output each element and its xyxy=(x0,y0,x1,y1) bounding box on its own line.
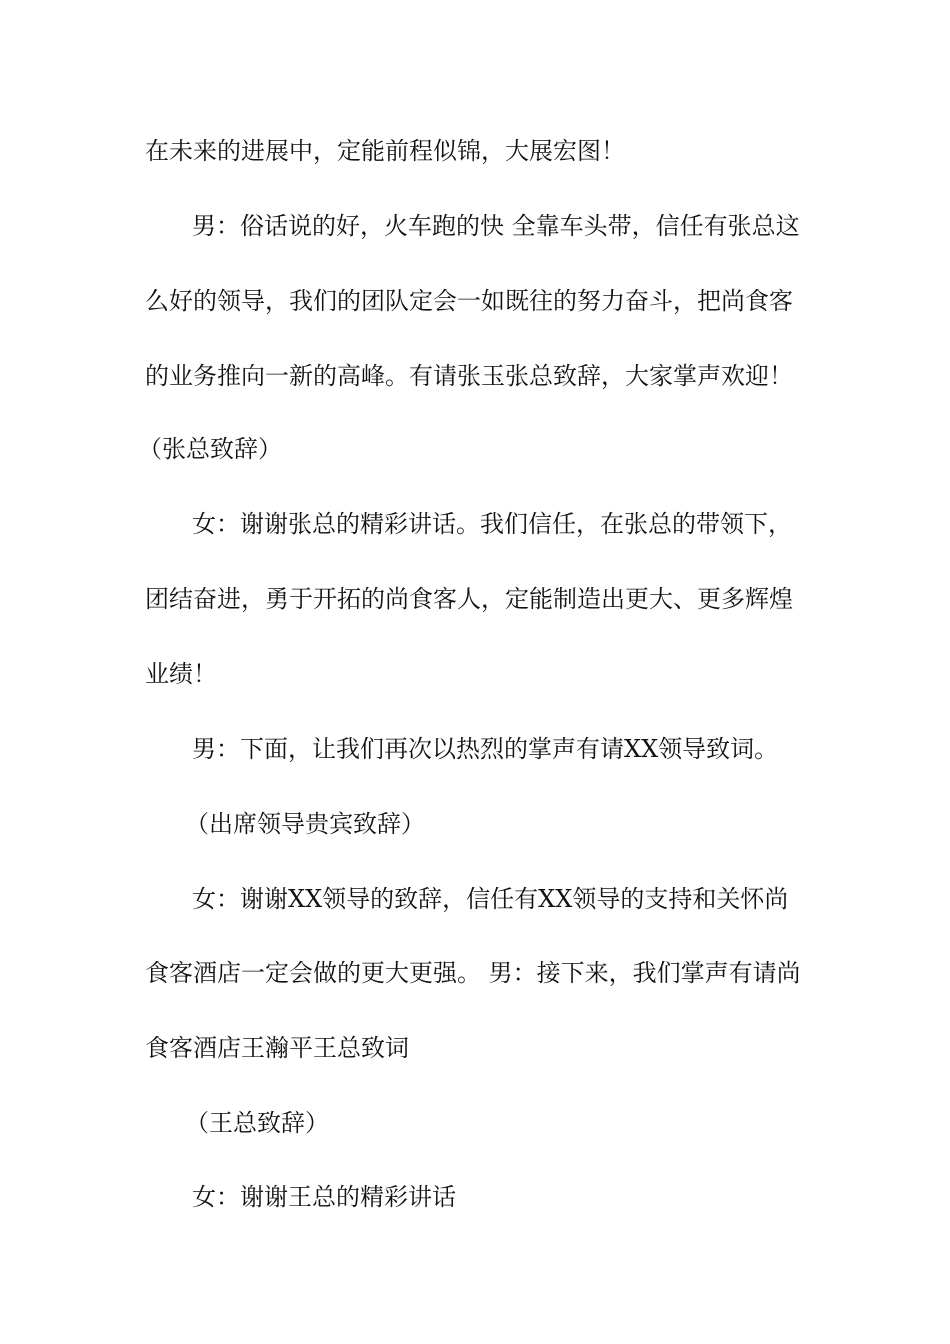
paragraph-line: 食客酒店一定会做的更大更强。 男：接下来，我们掌声有请尚 xyxy=(145,959,801,987)
paragraph-line: 么好的领导，我们的团队定会一如既往的努力奋斗，把尚食客 xyxy=(145,287,793,315)
paragraph-line: 食客酒店王瀚平王总致词 xyxy=(145,1034,409,1062)
paragraph-line: 在未来的进展中，定能前程似锦，大展宏图！ xyxy=(145,137,625,165)
paragraph-line: 女：谢谢XX领导的致辞，信任有XX领导的支持和关怀尚 xyxy=(192,885,789,913)
paragraph-line: 女：谢谢王总的精彩讲话 xyxy=(192,1183,456,1211)
paragraph-line: 男：下面，让我们再次以热烈的掌声有请XX领导致词。 xyxy=(192,735,779,763)
paragraph-line: 的业务推向一新的高峰。有请张玉张总致辞，大家掌声欢迎！ xyxy=(145,362,793,390)
stage-direction: （张总致辞） xyxy=(138,435,282,463)
paragraph-line: 男：俗话说的好，火车跑的快 全靠车头带，信任有张总这 xyxy=(192,212,800,240)
stage-direction: （王总致辞） xyxy=(185,1109,329,1137)
paragraph-line: 业绩！ xyxy=(145,660,217,688)
paragraph-line: 团结奋进，勇于开拓的尚食客人，定能制造出更大、更多辉煌 xyxy=(145,585,793,613)
paragraph-line: 女：谢谢张总的精彩讲话。我们信任，在张总的带领下， xyxy=(192,510,792,538)
stage-direction: （出席领导贵宾致辞） xyxy=(185,810,425,838)
